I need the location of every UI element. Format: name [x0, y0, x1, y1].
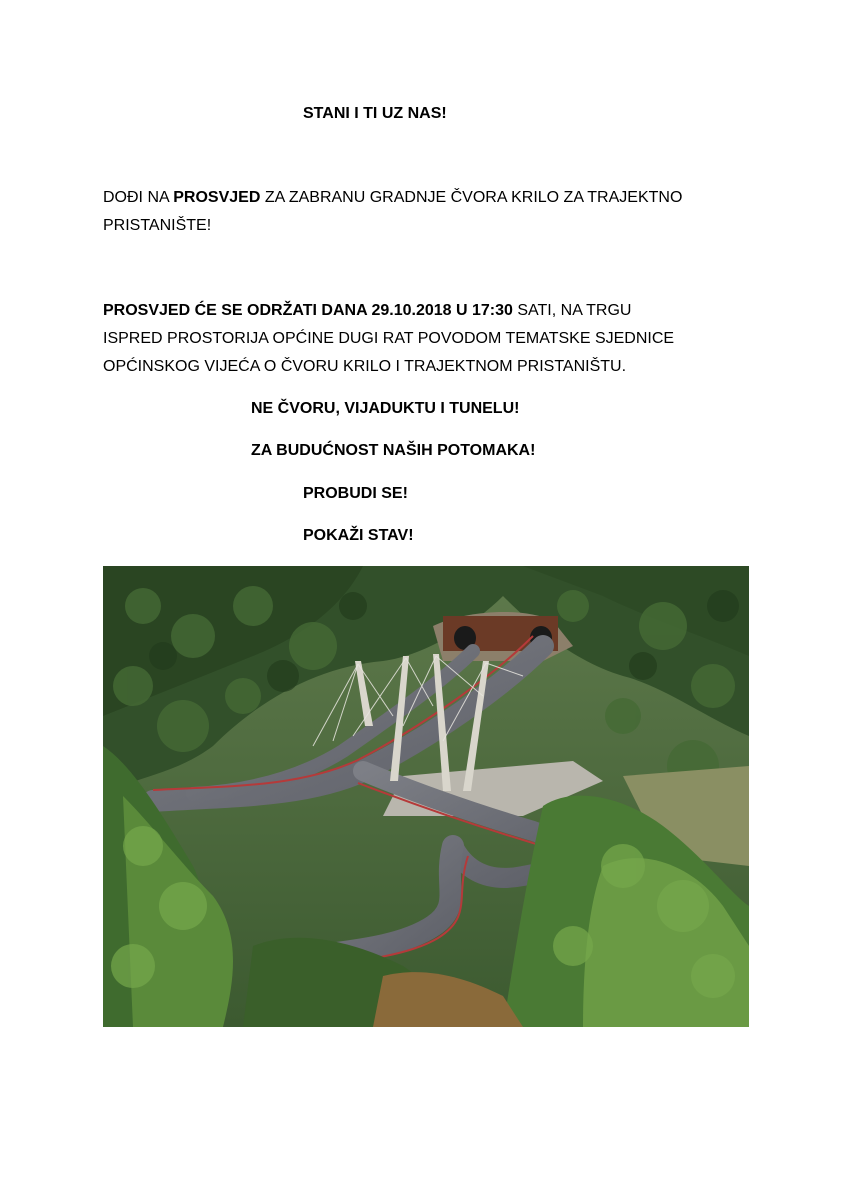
details-location-start: SATI, NA TRGU — [512, 302, 632, 319]
invite-line-1 — [103, 185, 682, 211]
details-line-2: ISPRED PROSTORIJA OPĆINE DUGI RAT POVODOM TEMATSKE SJEDNICE — [103, 330, 675, 347]
bridge-junction-photo — [103, 566, 749, 1027]
slogan-future: ZA BUDUĆNOST NAŠIH POTOMAKA! — [251, 442, 536, 459]
details-line-3: OPĆINSKOG VIJEĆA O ČVORU KRILO I TRAJEKTNOM PRISTANIŠTU. — [103, 358, 627, 375]
details-line-1 — [103, 298, 631, 324]
invite-suffix: ZA ZABRANU GRADNJE ČVORA KRILO ZA TRAJEKTNO — [260, 189, 683, 206]
details-date-time: PROSVJED ĆE SE ODRŽATI DANA 29.10.2018 U 17:30 — [103, 302, 513, 319]
invite-protest-word: PROSVJED — [173, 189, 261, 206]
slogan-wake-up: PROBUDI SE! — [303, 485, 408, 502]
slogan-no-junction: NE ČVORU, VIJADUKTU I TUNELU! — [251, 400, 520, 417]
slogan-take-stand: POKAŽI STAV! — [303, 527, 414, 544]
invite-line-2: PRISTANIŠTE! — [103, 217, 212, 234]
flyer-title: STANI I TI UZ NAS! — [303, 105, 447, 122]
invite-prefix: DOĐI NA — [103, 189, 174, 206]
